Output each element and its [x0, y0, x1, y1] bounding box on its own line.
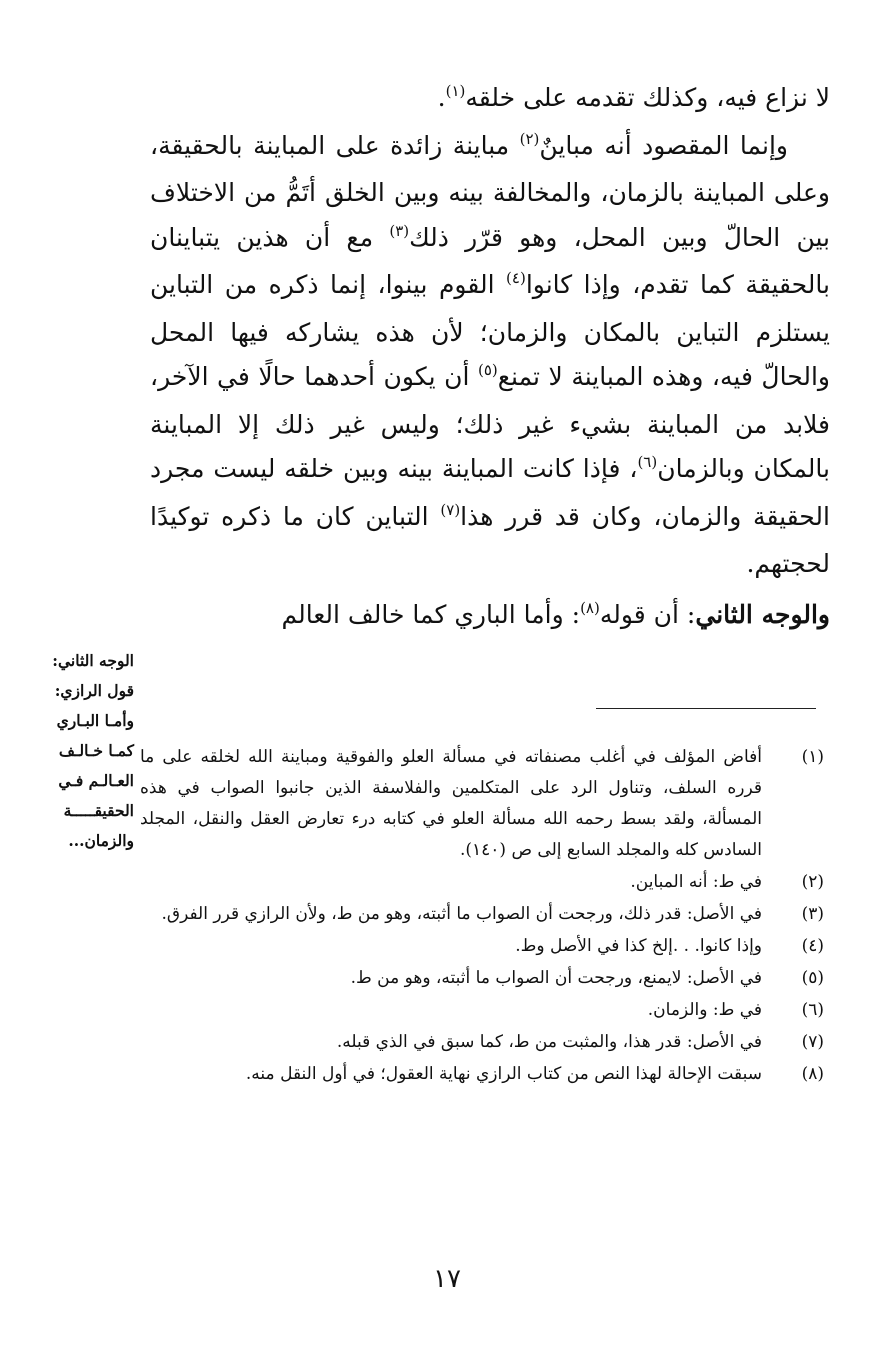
margin-note-line: الحقيقـــــة [63, 801, 134, 820]
footnote-ref-2[interactable]: (٢) [519, 129, 540, 148]
margin-note-line: العـالـم فـي [58, 771, 134, 790]
footnote-text: في ط: والزمان. [647, 1000, 762, 1020]
footnote-number: (٦) [801, 1000, 824, 1020]
paragraph-1 [150, 76, 830, 124]
text-run: ، فإذا كانت المباينة بينه وبين خلقه ليست مجرد الحقيقة والزمان، وكان قد قرر هذا [150, 454, 830, 531]
footnote-number: (٢) [801, 872, 824, 892]
margin-note-line: قول الرازي: [54, 681, 134, 700]
footnote-ref-4[interactable]: (٤) [506, 269, 526, 287]
footnote-ref-1[interactable]: (١) [445, 82, 466, 100]
page-number: ١٧ [433, 1264, 461, 1294]
text-run: : وأما الباري كما خالف العالم [281, 599, 581, 629]
footnote-separator [596, 708, 816, 709]
footnote-number: (٥) [801, 968, 824, 988]
paragraph-2 [150, 124, 830, 587]
footnote-item [140, 963, 824, 994]
footnote-item [140, 1059, 824, 1090]
footnote-item [140, 742, 824, 866]
text-run: التباين كان ما ذكره توكيدًا لحجتهم. [150, 501, 830, 578]
footnote-text: في الأصل: لايمنع، ورجحت أن الصواب ما أثبته، وهو من ط. [350, 968, 762, 988]
text-run: القوم بينوا، إنما ذكره من التباين يستلزم التباين بالمكان والزمان؛ لأن هذه يشاركه فيها المحل والحالّ فيه، وهذه المباينة لا تمنع [150, 270, 830, 391]
text-run: وإنما المقصود أنه مباينٌ [539, 130, 788, 160]
text-run: مع أن هذين يتباينان بالحقيقة كما تقدم، وإذا كانوا [150, 222, 830, 299]
footnote-text: وإذا كانوا. . .إلخ كذا في الأصل وط. [515, 936, 762, 956]
footnote-ref-7[interactable]: (٧) [440, 500, 461, 519]
footnote-text: أفاض المؤلف في أغلب مصنفاته في مسألة العلو والفوقية ومباينة الله لخلقه على ما قرره السلف، وتناول الرد على المتكلمين والفلاسفة الذين جانبوا الصواب في هذه المسألة، ولقد بسط رحمه الله مسألة العلو في كتابه درء تعارض العقل والنقل، المجلد السادس كله والمجلد السابع إلى ص (١٤٠). [140, 747, 762, 860]
main-text [150, 76, 830, 640]
footnote-ref-6[interactable]: (٦) [637, 453, 658, 471]
footnote-ref-5[interactable]: (٥) [477, 361, 498, 379]
section-heading-inline: والوجه الثاني [695, 599, 830, 629]
footnote-number: (١) [801, 747, 824, 767]
margin-note-line: كمـا خـالـف [58, 741, 134, 760]
text-run: . [437, 83, 446, 112]
footnote-number: (٧) [801, 1032, 824, 1052]
footnote-item [140, 867, 824, 898]
footnote-number: (٨) [801, 1064, 824, 1084]
footnote-text: في ط: أنه المباين. [630, 872, 762, 892]
text-run: : أن قوله [599, 599, 696, 629]
footnote-ref-8[interactable]: (٨) [580, 598, 600, 617]
footnote-ref-3[interactable]: (٣) [389, 221, 410, 240]
margin-note-line: والزمان... [68, 831, 134, 850]
footnote-item [140, 899, 824, 930]
margin-note [6, 646, 134, 856]
margin-note-line: الوجه الثاني: [52, 651, 134, 670]
text-run: أن يكون أحدهما حالًا في الآخر، فلابد من المباينة بشيء غير ذلك؛ وليس غير ذلك إلا المباينة بالمكان وبالزمان [150, 362, 830, 483]
footnote-item [140, 995, 824, 1026]
footnote-number: (٤) [801, 936, 824, 956]
footnote-text: في الأصل: قدر ذلك، ورجحت أن الصواب ما أثبته، وهو من ط، ولأن الرازي قرر الفرق. [161, 904, 762, 924]
footnotes [140, 742, 824, 1091]
text-run: لا نزاع فيه، وكذلك تقدمه على خلقه [465, 83, 830, 112]
footnote-text: في الأصل: قدر هذا، والمثبت من ط، كما سبق في الذي قبله. [336, 1032, 762, 1052]
paragraph-3 [150, 593, 830, 641]
footnote-item [140, 1027, 824, 1058]
footnote-text: سبقت الإحالة لهذا النص من كتاب الرازي نهاية العقول؛ في أول النقل منه. [245, 1064, 762, 1084]
footnote-number: (٣) [801, 904, 824, 924]
text-run: مباينة زائدة على المباينة بالحقيقة، وعلى المباينة بالزمان، والمخالفة بينه وبين الخلق أتَمُّ من الاختلاف بين الحالّ وبين المحل، وهو قرّر ذلك [150, 130, 831, 252]
footnote-item [140, 931, 824, 962]
margin-note-line: وأمـا البـاري [56, 711, 134, 730]
